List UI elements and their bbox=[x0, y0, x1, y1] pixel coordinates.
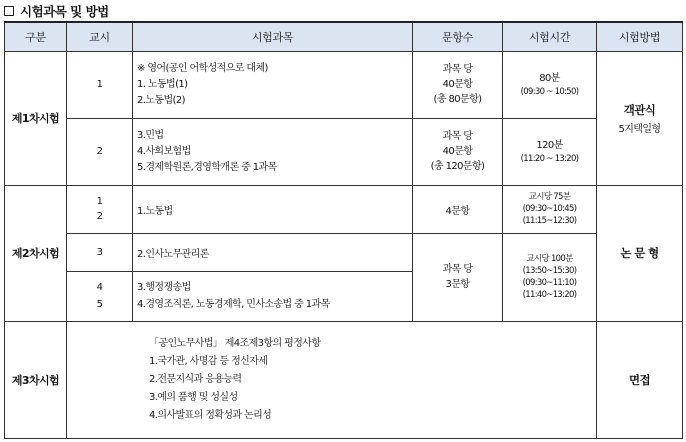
time-cell bbox=[503, 185, 597, 233]
col-header-period: 교시 bbox=[67, 22, 133, 51]
stage1-label: 제1차시험 bbox=[5, 51, 67, 185]
subject-line: 5.경제학원론,경영학개론 중 1과목 bbox=[137, 162, 277, 173]
col-header-category: 구분 bbox=[5, 22, 67, 51]
questions-line: 40문항 bbox=[442, 79, 473, 90]
time-cell bbox=[503, 51, 597, 118]
questions-line: (총 80문항) bbox=[433, 94, 482, 105]
stage3-method-cell: 면접 bbox=[597, 321, 683, 438]
stage3-label: 제3차시험 bbox=[5, 321, 67, 438]
time-line: (11:15~12:30) bbox=[522, 216, 577, 226]
period-cell bbox=[67, 271, 133, 321]
questions-line: 과목 당 bbox=[442, 131, 473, 142]
time-line: 교시당 100분 bbox=[526, 254, 573, 264]
stage2-method-cell: 논 문 형 bbox=[597, 185, 683, 321]
col-header-method: 시험방법 bbox=[597, 22, 683, 51]
period-cell bbox=[67, 185, 133, 233]
subject-cell bbox=[133, 118, 413, 185]
period-line: 2 bbox=[96, 211, 103, 222]
period-cell: 1 bbox=[67, 51, 133, 118]
questions-line: 과목 당 bbox=[442, 264, 473, 275]
period-line: 5 bbox=[96, 299, 103, 310]
stage1-method-cell bbox=[597, 51, 683, 185]
time-line: (11:20 ~ 13:20) bbox=[520, 154, 579, 164]
col-header-subject: 시험과목 bbox=[133, 22, 413, 51]
period-cell: 2 bbox=[67, 118, 133, 185]
square-bullet-icon bbox=[4, 6, 14, 16]
questions-line: (총 120문항) bbox=[430, 161, 485, 172]
table-row bbox=[5, 321, 683, 438]
section-heading bbox=[4, 2, 109, 20]
time-line: (09:30~10:45) bbox=[522, 204, 577, 214]
period-line: 1 bbox=[96, 196, 103, 207]
exam-table bbox=[4, 21, 683, 439]
stage3-item: 「공인노무사법」 제4조제3항의 평정사항 bbox=[149, 338, 321, 349]
subject-cell bbox=[133, 51, 413, 118]
col-header-time: 시험시간 bbox=[503, 22, 597, 51]
time-cell bbox=[503, 233, 597, 321]
method-main: 객관식 bbox=[623, 102, 656, 117]
questions-line: 과목 당 bbox=[442, 64, 473, 75]
time-line: (11:40~13:20) bbox=[522, 290, 577, 300]
subject-line: 1. 노동법(1) bbox=[137, 79, 188, 90]
questions-cell bbox=[413, 118, 503, 185]
time-line: (13:50~15:30) bbox=[522, 266, 577, 276]
subject-line: ※ 영어(공인 어학성적으로 대체) bbox=[137, 63, 268, 74]
questions-cell bbox=[413, 51, 503, 118]
time-line: (09:30~11:10) bbox=[522, 278, 577, 288]
stage2-label: 제2차시험 bbox=[5, 185, 67, 321]
subject-line: 4.사회보험법 bbox=[137, 146, 191, 157]
subject-cell: 2.인사노무관리론 bbox=[133, 233, 413, 271]
time-cell bbox=[503, 118, 597, 185]
header-row bbox=[5, 22, 683, 51]
period-line: 4 bbox=[96, 282, 103, 293]
questions-line: 3문항 bbox=[445, 279, 470, 290]
table-row bbox=[5, 185, 683, 233]
table-row bbox=[5, 118, 683, 185]
stage3-item: 4.의사발표의 정확성과 논리성 bbox=[149, 410, 272, 421]
table-row bbox=[5, 233, 683, 271]
time-line: 120분 bbox=[536, 140, 563, 151]
period-cell: 3 bbox=[67, 233, 133, 271]
questions-line: 40문항 bbox=[442, 146, 473, 157]
questions-cell: 4문항 bbox=[413, 185, 503, 233]
stage3-item: 2.전문지식과 응용능력 bbox=[149, 374, 242, 385]
subject-line: 2.노동법(2) bbox=[137, 95, 185, 106]
subject-line: 3.민법 bbox=[137, 130, 164, 141]
subject-line: 3.행정쟁송법 bbox=[137, 282, 191, 293]
stage3-item: 3.예의 품행 및 성실성 bbox=[149, 392, 238, 403]
stage3-item: 1.국가관, 사명감 등 정신자세 bbox=[149, 356, 268, 367]
section-heading-text: 시험과목 및 방법 bbox=[20, 4, 109, 19]
time-line: 교시당 75분 bbox=[528, 192, 571, 202]
time-line: (09:30 ~ 10:50) bbox=[520, 87, 579, 97]
col-header-questions: 문항수 bbox=[413, 22, 503, 51]
method-sub: 5지택일형 bbox=[618, 123, 661, 135]
subject-cell: 1.노동법 bbox=[133, 185, 413, 233]
questions-cell bbox=[413, 233, 503, 321]
subject-line: 4.경영조직론, 노동경제학, 민사소송법 중 1과목 bbox=[137, 299, 330, 310]
table-row bbox=[5, 51, 683, 118]
time-line: 80분 bbox=[539, 73, 560, 84]
stage3-items-cell bbox=[67, 321, 597, 438]
subject-cell bbox=[133, 271, 413, 321]
